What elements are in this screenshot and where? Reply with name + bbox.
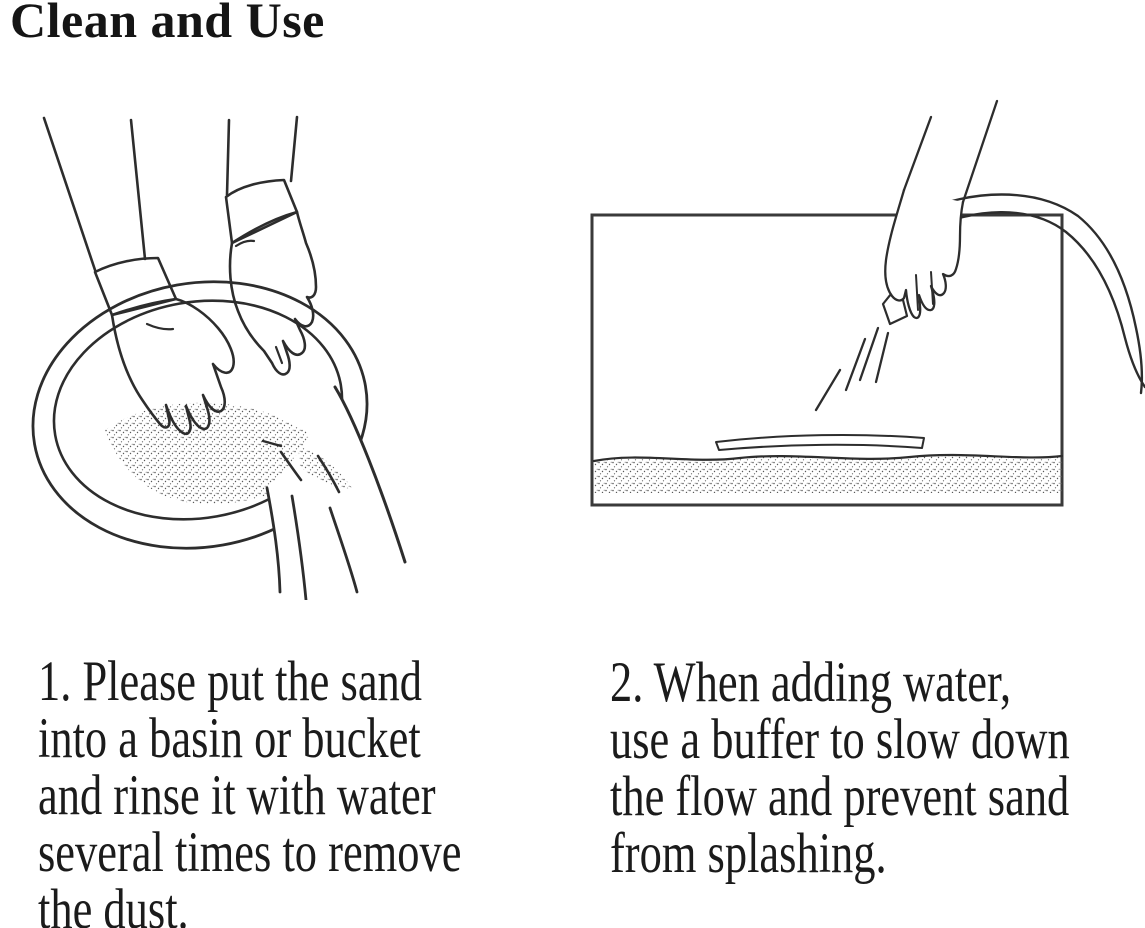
instruction-step-1 xyxy=(38,650,462,928)
finger-crease-line xyxy=(276,347,282,363)
instruction-line: the flow and prevent sand xyxy=(610,765,1070,828)
rinse-sand-in-basin-illustration xyxy=(0,100,460,600)
right-glove-cuff xyxy=(226,180,297,243)
rinse-sand-figure xyxy=(0,100,460,600)
instruction-line: 2. When adding water, xyxy=(610,651,1012,714)
instruction-line: several times to remove xyxy=(38,821,462,884)
water-drops xyxy=(816,328,888,410)
add-water-with-buffer-illustration xyxy=(570,90,1145,530)
arm-lines xyxy=(904,101,997,202)
page-title: Clean and Use xyxy=(10,0,325,48)
thumb-crease-line xyxy=(147,324,173,329)
instruction-step-2 xyxy=(610,651,1070,885)
right-glove xyxy=(226,180,316,374)
knuckle-line xyxy=(236,241,254,246)
pouring-hand xyxy=(885,190,963,318)
water-stream xyxy=(266,387,405,600)
instruction-line: and rinse it with water xyxy=(38,764,436,827)
instruction-line: from splashing. xyxy=(610,822,887,885)
instruction-line: into a basin or bucket xyxy=(38,707,421,770)
instruction-line: the dust. xyxy=(38,878,189,928)
instruction-line: 1. Please put the sand xyxy=(38,650,423,713)
add-water-figure xyxy=(570,90,1145,530)
buffer-plate xyxy=(716,435,924,450)
arm-lines xyxy=(44,117,297,270)
instruction-line: use a buffer to slow down xyxy=(610,708,1070,771)
sand-bed xyxy=(594,455,1062,493)
